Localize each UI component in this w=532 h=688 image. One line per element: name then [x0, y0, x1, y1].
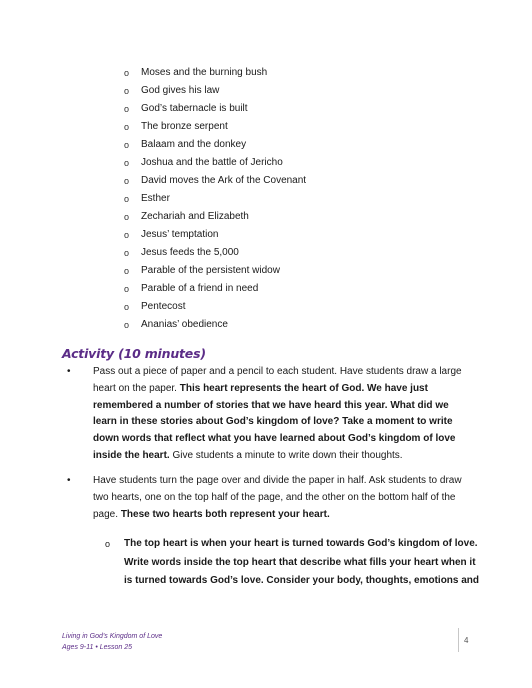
activity-paragraph-1	[67, 364, 473, 465]
paragraph-1-lead: Pass out a piece of paper and a pencil to each student. Have students draw a large heart on the paper.	[93, 366, 462, 394]
story-list-item	[122, 136, 306, 154]
story-list-item-label: Ananias’ obedience	[141, 319, 228, 330]
story-list-item	[122, 82, 306, 100]
story-list-item-label: God gives his law	[141, 85, 220, 96]
circle-bullet-icon: o	[124, 302, 130, 312]
activity-heading: Activity (10 minutes)	[62, 346, 206, 361]
story-list-item	[122, 244, 306, 262]
story-list-item	[122, 316, 306, 334]
circle-bullet-icon: o	[124, 230, 130, 240]
sub-paragraph-text: The top heart is when your heart is turned towards God’s kingdom of love. Write words inside the top heart that describe what fills your heart when it is turned towards God’s love. Consider your body, thoughts, emotions and	[124, 538, 480, 586]
footer-line-2	[62, 643, 162, 654]
circle-bullet-icon: o	[124, 104, 130, 114]
story-list-item	[122, 208, 306, 226]
story-list-item-label: Esther	[141, 193, 170, 204]
circle-bullet-icon: o	[124, 266, 130, 276]
paragraph-2-bold: These two hearts both represent your heart.	[120, 508, 330, 520]
paragraph-1-bold: This heart represents the heart of God. We have just remembered a number of stories that we have heard this year. What did we learn in these stories about God’s kingdom of love? Take a moment to write down words that reflect what you have learned about God’s kingdom of love inside the heart.	[93, 382, 456, 461]
story-list-item	[122, 118, 306, 136]
paragraph-1-tail: Give students a minute to write down their thoughts.	[169, 449, 403, 461]
circle-bullet-icon: o	[124, 140, 130, 150]
footer-lesson: Lesson 25	[99, 643, 133, 651]
story-list-item-label: The bronze serpent	[141, 121, 228, 132]
story-list-item-label: Pentecost	[141, 301, 186, 312]
circle-bullet-icon: o	[124, 212, 130, 222]
activity-paragraph-2	[67, 473, 473, 523]
footer-ages: Ages 9-11	[62, 643, 94, 651]
story-list-item-label: Joshua and the battle of Jericho	[141, 157, 283, 168]
story-list-item-label: Jesus feeds the 5,000	[141, 247, 239, 258]
story-list-item	[122, 154, 306, 172]
story-list-item-label: David moves the Ark of the Covenant	[141, 175, 307, 186]
footer-line-1: Living in God’s Kingdom of Love	[62, 633, 163, 640]
circle-bullet-icon: o	[124, 284, 130, 294]
story-list-item-label: Parable of the persistent widow	[141, 265, 280, 276]
page-number: 4	[464, 636, 469, 645]
story-list-item-label: God’s tabernacle is built	[141, 103, 248, 114]
circle-bullet-icon: o	[124, 194, 130, 204]
story-list-item	[122, 262, 306, 280]
circle-bullet-icon: o	[124, 158, 130, 168]
circle-bullet-icon: o	[124, 86, 130, 96]
paragraph-2-lead: Have students turn the page over and divide the paper in half. Ask students to draw two hearts, one on the top half of the page, and the other on the bottom half of the page.	[93, 475, 462, 520]
footer-title	[62, 632, 162, 653]
story-list-item	[122, 172, 306, 190]
footer-divider	[458, 628, 459, 652]
story-list-item-label: Jesus’ temptation	[141, 229, 219, 240]
story-list	[122, 64, 306, 334]
circle-bullet-icon: o	[124, 68, 130, 78]
circle-bullet-icon: o	[124, 320, 130, 330]
story-list-item	[122, 298, 306, 316]
circle-bullet-icon: o	[105, 539, 111, 549]
story-list-item-label: Parable of a friend in need	[141, 283, 259, 294]
circle-bullet-icon: o	[124, 122, 130, 132]
story-list-item-label: Zechariah and Elizabeth	[141, 211, 249, 222]
story-list-item-label: Balaam and the donkey	[141, 139, 247, 150]
story-list-item-label: Moses and the burning bush	[141, 67, 268, 78]
circle-bullet-icon: o	[124, 248, 130, 258]
story-list-item	[122, 280, 306, 298]
story-list-item	[122, 64, 306, 82]
story-list-item	[122, 190, 306, 208]
story-list-item	[122, 100, 306, 118]
circle-bullet-icon: o	[124, 176, 130, 186]
activity-sub-paragraph	[105, 535, 484, 591]
bullet-icon: •	[67, 475, 71, 486]
footer-separator: •	[95, 643, 98, 651]
bullet-icon: •	[67, 366, 71, 377]
story-list-item	[122, 226, 306, 244]
